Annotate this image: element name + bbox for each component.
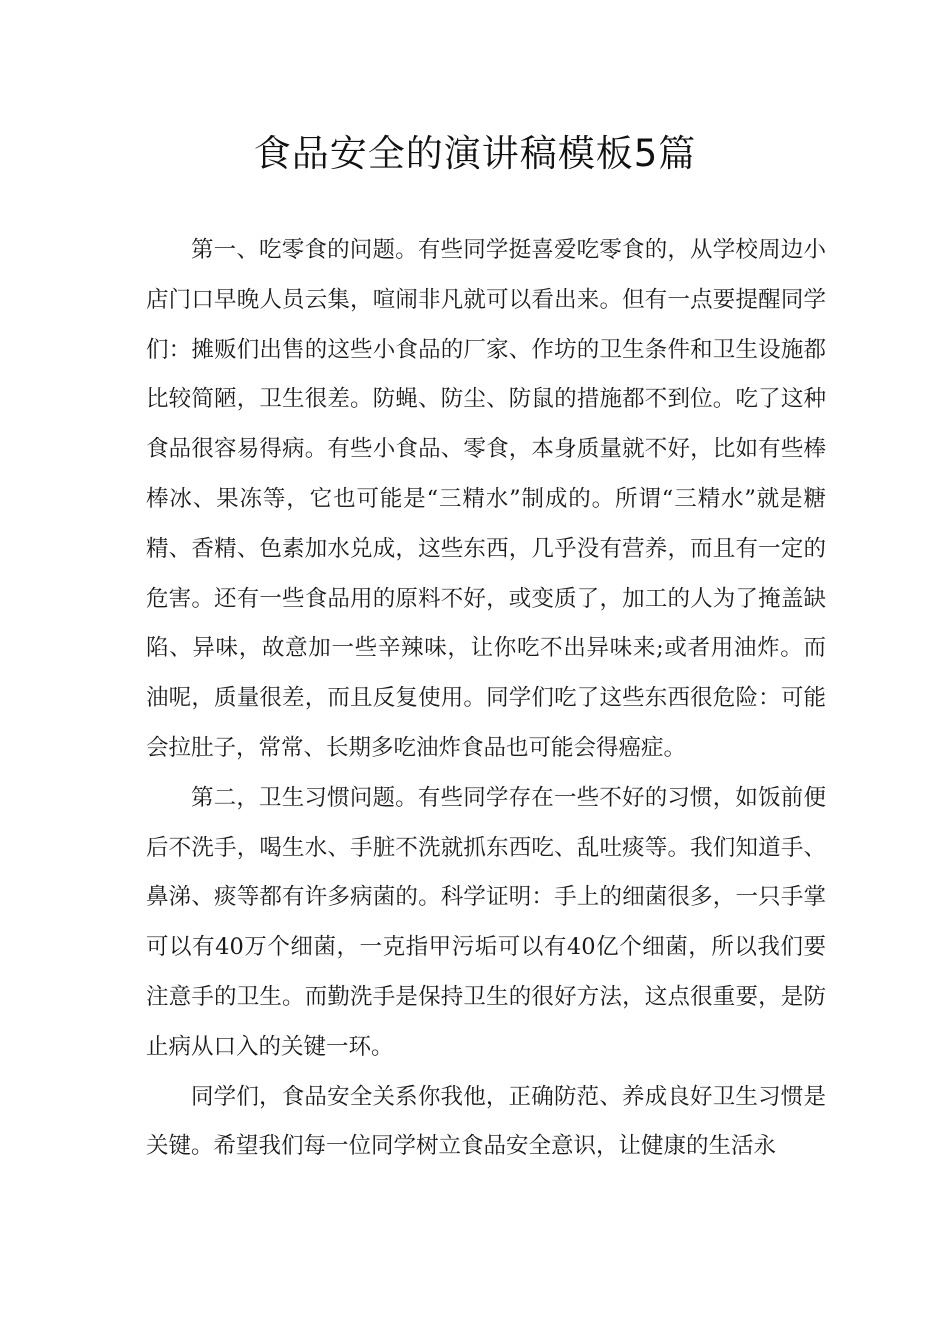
paragraph-conclusion: 同学们，食品安全关系你我他，正确防范、养成良好卫生习惯是关键。希望我们每一位同学树立食品安全意识，让健康的生活永	[146, 1083, 826, 1160]
paragraph-snacks: 第一、吃零食的问题。有些同学挺喜爱吃零食的，从学校周边小店门口早晚人员云集，喧闹非凡就可以看出来。但有一点要提醒同学们：摊贩们出售的这些小食品的厂家、作坊的卫生条件和卫生设施都比较简陋，卫生很差。防蝇、防尘、防鼠的措施都不到位。吃了这种食品很容易得病。有些小食品、零食，本身质量就不好，比如有些棒棒冰、果冻等，它也可能是“三精水”制成的。所谓“三精水”就是糖精、香精、色素加水兑成，这些东西，几乎没有营养，而且有一定的危害。还有一些食品用的原料不好，或变质了，加工的人为了掩盖缺陷、异味，故意加一些辛辣味，让你吃不出异味来;或者用油炸。而油呢，质量很差，而且反复使用。同学们吃了这些东西很危险：可能会拉肚子，常常、长期多吃油炸食品也可能会得癌症。	[146, 237, 826, 761]
paragraph-hygiene: 第二，卫生习惯问题。有些同学存在一些不好的习惯，如饭前便后不洗手，喝生水、手脏不洗就抓东西吃、乱吐痰等。我们知道手、鼻涕、痰等都有许多病菌的。科学证明：手上的细菌很多，一只手掌可以有40万个细菌，一克指甲污垢可以有40亿个细菌，所以我们要注意手的卫生。而勤洗手是保持卫生的很好方法，这点很重要，是防止病从口入的关键一环。	[146, 784, 826, 1060]
document-body	[146, 226, 826, 1172]
document-title: 食品安全的演讲稿模板5篇	[253, 132, 697, 175]
